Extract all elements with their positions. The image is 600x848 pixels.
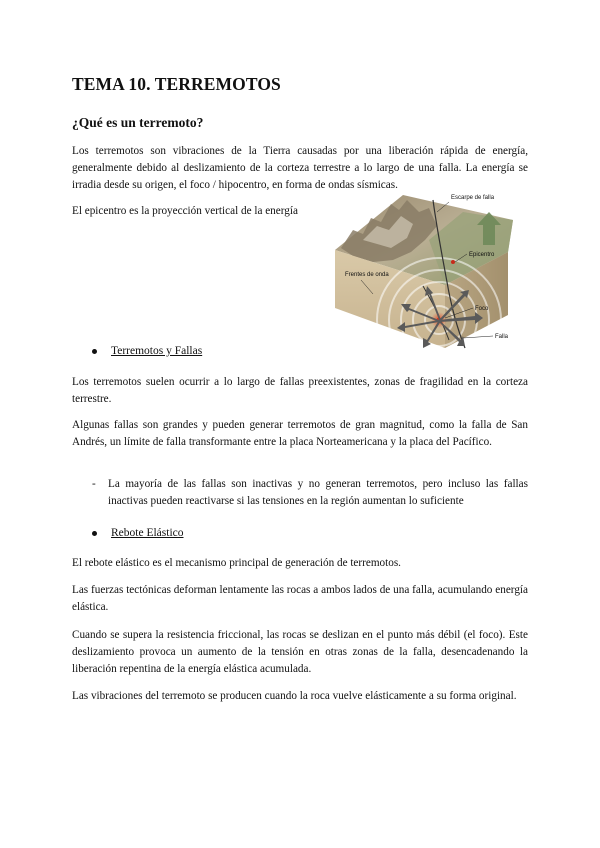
earthquake-diagram (333, 190, 528, 350)
bullet-dot-icon (92, 349, 97, 354)
epicentro-paragraph: El epicentro es la proyección vertical de la energía (72, 205, 298, 217)
fallas-paragraph-2: Algunas fallas son grandes y pueden generar terremotos de gran magnitud, como la falla de San Andrés, un límite de falla transformante entre la placa Norteamericana y la placa del Pacífico. (72, 419, 528, 449)
rebote-paragraph-3: Cuando se supera la resistencia friccional, las rocas se deslizan en el punto más débil (el foco). Este deslizamiento provoca un aumento de la tensión en otras zonas de la falla, desencadenando la liberación repentina de la energía elástica acumulada. (72, 629, 528, 676)
bullet-rebote-elastico (92, 527, 184, 539)
intro-paragraph: Los terremotos son vibraciones de la Tierra causadas por una liberación rápida de energía, generalmente debido al deslizamiento de la corteza terrestre a lo largo de una falla. La energía se irradia desde su origen, el foco / hipocentro, en forma de ondas sísmicas. (72, 145, 528, 192)
fallas-paragraph-1: Los terremotos suelen ocurrir a lo largo de fallas preexistentes, zonas de fragilidad en la corteza terrestre. (72, 376, 528, 406)
dash-list-item (92, 476, 528, 510)
rebote-paragraph-1: El rebote elástico es el mecanismo principal de generación de terremotos. (72, 557, 401, 569)
dash-marker: - (92, 478, 96, 490)
label-frentes: Frentes de onda (345, 272, 389, 278)
rebote-paragraph-2: Las fuerzas tectónicas deforman lentamente las rocas a ambos lados de una falla, acumulando energía elástica. (72, 584, 528, 614)
section-subtitle: ¿Qué es un terremoto? (72, 115, 204, 130)
dash-item-text: La mayoría de las fallas son inactivas y no generan terremotos, pero incluso las fallas inactivas pueden reactivarse si las tensiones en la región aumentan lo suficiente (108, 478, 528, 508)
bullet-terremotos-fallas (92, 345, 202, 357)
rebote-paragraph-4: Las vibraciones del terremoto se producen cuando la roca vuelve elásticamente a su forma original. (72, 690, 517, 702)
bullet-dot-icon (92, 531, 97, 536)
section-heading: Rebote Elástico (111, 527, 184, 539)
label-epicentro: Epicentro (469, 252, 495, 258)
label-falla: Falla (495, 334, 509, 340)
label-escarpe: Escarpe de falla (451, 195, 495, 201)
section-heading: Terremotos y Fallas (111, 345, 203, 357)
label-foco: Foco (475, 306, 489, 312)
page-title: TEMA 10. TERREMOTOS (72, 74, 281, 94)
epicenter-marker (451, 260, 455, 264)
